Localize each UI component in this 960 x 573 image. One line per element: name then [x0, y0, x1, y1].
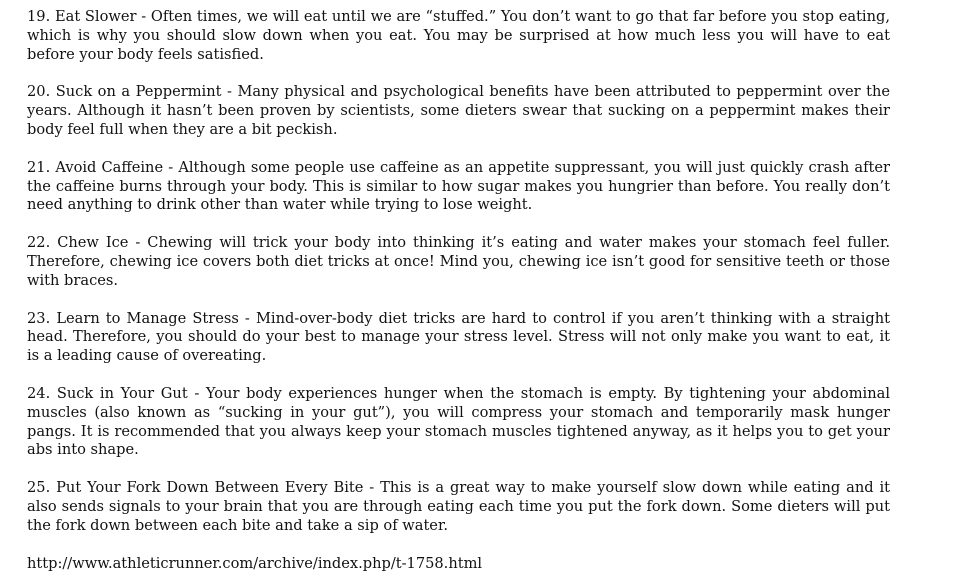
tip-paragraph-24: 24. Suck in Your Gut - Your body experiences hunger when the stomach is empty. By tightening your abdominal muscles (also known as “sucking in your gut”), you will compress your stomach and temporarily mask hunger pangs. It is recommended that you always keep your stomach muscles tightened anyway, as it helps you to get your abs into shape. [27, 384, 890, 459]
tip-title: Suck in Your Gut [56, 384, 188, 402]
tip-paragraph-21: 21. Avoid Caffeine - Although some people use caffeine as an appetite suppressant, you will just quickly crash after the caffeine burns through your body. This is similar to how sugar makes you hungrier than before. You really don’t need anything to drink other than water while trying to lose weight. [27, 158, 891, 214]
document-body [27, 8, 890, 573]
tip-body: Your body experiences hunger when the stomach is empty. By tightening your abdominal muscles (also known as “sucking in your gut”), you will compress your stomach and temporarily mask hunger pangs. It is recommended that you always keep your stomach muscles tightened anyway, as it helps you to get your abs into shape. [27, 384, 890, 459]
tip-body: Many physical and psychological benefits have been attributed to peppermint over the years. Although it hasn’t been proven by scientists, some dieters swear that sucking on a peppermint makes their body feel full when they are a bit peckish. [27, 83, 891, 138]
tip-title: Learn to Manage Stress [56, 309, 239, 327]
tip-number: 19. [27, 8, 51, 25]
tip-number: 20. [27, 83, 51, 101]
tip-title: Suck on a Peppermint [55, 83, 222, 101]
tip-title: Put Your Fork Down Between Every Bite [56, 479, 364, 497]
tip-paragraph-23: 23. Learn to Manage Stress - Mind-over-body diet tricks are hard to control if you aren’t thinking with a straight head. Therefore, you should do your best to manage your stress level. Stress will not only make you want to eat, it is a leading cause of overeating. [27, 309, 890, 365]
source-link[interactable]: http://www.athleticrunner.com/archive/index.php/t-1758.html [27, 554, 483, 572]
tip-body: Although some people use caffeine as an appetite suppressant, you will just quickly crash after the caffeine burns through your body. This is similar to how sugar makes you hungrier than before. You really don’t need anything to drink other than water while trying to lose weight. [27, 158, 891, 214]
tip-title: Eat Slower [54, 8, 137, 25]
tip-title: Avoid Caffeine [55, 158, 164, 176]
tip-number: 21. [27, 158, 51, 176]
tip-body: This is a great way to make yourself slow down while eating and it also sends signals to your brain that you are through eating each time you put the fork down. Some dieters will put the fork down between each bite and take a sip of water. [27, 479, 890, 534]
tip-paragraph-22: 22. Chew Ice - Chewing will trick your body into thinking it’s eating and water makes your stomach feel fuller. Therefore, chewing ice covers both diet tricks at once! Mind you, chewing ice isn’t good for sensitive teeth or those with braces. [27, 234, 890, 289]
tip-title: Chew Ice [57, 234, 129, 252]
tip-body: Chewing will trick your body into thinking it’s eating and water makes your stomach feel fuller. Therefore, chewing ice covers both diet tricks at once! Mind you, chewing ice isn’t good for sensitive teeth or those with braces. [27, 234, 890, 289]
tip-number: 25. [27, 479, 51, 497]
tip-paragraph-19: 19. Eat Slower - Often times, we will eat until we are “stuffed.” You don’t want to go that far before you stop eating, which is why you should slow down when you eat. You may be surprised at how much less you will have to eat before your body feels satisfied. [27, 8, 890, 63]
tip-number: 23. [27, 309, 51, 327]
tip-body: Often times, we will eat until we are “stuffed.” You don’t want to go that far before you stop eating, which is why you should slow down when you eat. You may be surprised at how much less you will have to eat before your body feels satisfied. [27, 8, 890, 63]
tip-number: 24. [27, 384, 51, 402]
tip-body: Mind-over-body diet tricks are hard to control if you aren’t thinking with a straight head. Therefore, you should do your best to manage your stress level. Stress will not only make you want to eat, it is a leading cause of overeating. [27, 309, 890, 365]
tip-paragraph-20: 20. Suck on a Peppermint - Many physical and psychological benefits have been attributed to peppermint over the years. Although it hasn’t been proven by scientists, some dieters swear that sucking on a peppermint makes their body feel full when they are a bit peckish. [27, 83, 891, 138]
tip-number: 22. [27, 234, 51, 252]
tip-paragraph-25: 25. Put Your Fork Down Between Every Bite - This is a great way to make yourself slow down while eating and it also sends signals to your brain that you are through eating each time you put the fork down. Some dieters will put the fork down between each bite and take a sip of water. [27, 479, 890, 534]
